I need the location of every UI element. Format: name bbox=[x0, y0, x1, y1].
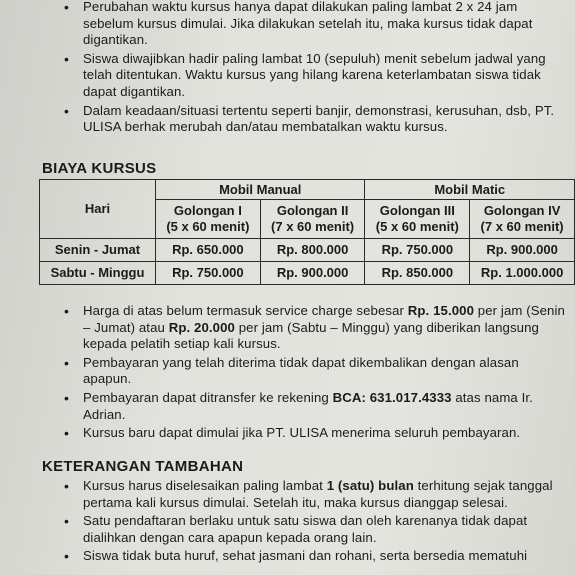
column-header-golongan-4: Golongan IV (7 x 60 menit) bbox=[470, 200, 575, 239]
column-header-golongan-2: Golongan II (7 x 60 menit) bbox=[260, 200, 365, 239]
list-item: • Satu pendaftaran berlaku untuk satu siswa dan oleh karenanya tidak dapat dialihkan dengan cara apapun kepada orang lain. bbox=[64, 513, 528, 545]
list-item: • Harga di atas belum termasuk service charge sebesar Rp. 15.000 per jam (Senin – Jumat) atau Rp. 20.000 per jam (Sabtu – Minggu) yang diberikan langsung kepada pelatih setiap kali kursus. bbox=[64, 303, 565, 352]
payment-notes-list bbox=[0, 303, 575, 444]
column-header-hari: Hari bbox=[40, 180, 156, 239]
bullet-icon: • bbox=[64, 513, 70, 530]
bullet-icon: • bbox=[64, 425, 70, 442]
price-cell: Rp. 900.000 bbox=[260, 262, 365, 285]
bullet-icon: • bbox=[64, 0, 70, 15]
price-cell: Rp. 650.000 bbox=[156, 239, 261, 262]
additional-notes-list bbox=[0, 478, 575, 567]
price-cell: Rp. 850.000 bbox=[365, 262, 470, 285]
bullet-icon: • bbox=[64, 548, 70, 565]
list-item: • Dalam keadaan/situasi tertentu seperti banjir, demonstrasi, kerusuhan, dsb, PT. ULISA berhak merubah dan/atau membatalkan waktu kursus. bbox=[64, 102, 555, 135]
list-item: • Siswa tidak buta huruf, sehat jasmani dan rohani, serta bersedia mematuhi bbox=[64, 548, 528, 565]
group-header-matic: Mobil Matic bbox=[365, 180, 575, 200]
price-cell: Rp. 900.000 bbox=[470, 239, 575, 262]
row-day-weekend: Sabtu - Minggu bbox=[40, 262, 156, 285]
price-cell: Rp. 750.000 bbox=[365, 239, 470, 262]
table-row bbox=[40, 262, 575, 285]
schedule-rules-list bbox=[0, 0, 575, 138]
column-header-golongan-3: Golongan III (5 x 60 menit) bbox=[365, 200, 470, 239]
group-header-manual: Mobil Manual bbox=[156, 180, 365, 200]
list-item: • Pembayaran yang telah diterima tidak dapat dikembalikan dengan alasan apapun. bbox=[64, 354, 519, 387]
list-item: • Siswa diwajibkan hadir paling lambat 10 (sepuluh) menit sebelum jadwal yang telah ditentukan. Waktu kursus yang hilang karena keterlambatan siswa tidak dapat digantikan. bbox=[64, 50, 546, 99]
list-item: • Kursus harus diselesaikan paling lambat 1 (satu) bulan terhitung sejak tanggal pertama kali kursus dimulai. Setelah itu, maka kursus dianggap selesai. bbox=[64, 478, 553, 510]
price-cell: Rp. 1.000.000 bbox=[470, 262, 575, 285]
section-heading-tambahan: KETERANGAN TAMBAHAN bbox=[42, 458, 244, 475]
bullet-icon: • bbox=[64, 50, 70, 67]
bullet-icon: • bbox=[64, 102, 70, 119]
table-row bbox=[40, 239, 575, 262]
list-item: • Perubahan waktu kursus hanya dapat dilakukan paling lambat 2 x 24 jam sebelum kursus dimulai. Jika dilakukan setelah itu, maka kursus tidak dapat digantikan. bbox=[64, 0, 533, 48]
bullet-icon: • bbox=[64, 478, 70, 494]
section-heading-biaya: BIAYA KURSUS bbox=[42, 160, 157, 177]
column-header-golongan-1: Golongan I (5 x 60 menit) bbox=[156, 200, 261, 239]
bullet-icon: • bbox=[64, 303, 70, 319]
price-cell: Rp. 750.000 bbox=[156, 262, 261, 285]
list-item: • Kursus baru dapat dimulai jika PT. ULISA menerima seluruh pembayaran. bbox=[64, 425, 521, 442]
row-day-weekday: Senin - Jumat bbox=[40, 239, 156, 262]
list-item: • Pembayaran dapat ditransfer ke rekening BCA: 631.017.4333 atas nama Ir. Adrian. bbox=[64, 389, 533, 422]
bullet-icon: • bbox=[64, 354, 70, 371]
bullet-icon: • bbox=[64, 389, 70, 406]
table-header-row bbox=[40, 180, 575, 200]
fee-table bbox=[39, 179, 575, 285]
price-cell: Rp. 800.000 bbox=[260, 239, 365, 262]
